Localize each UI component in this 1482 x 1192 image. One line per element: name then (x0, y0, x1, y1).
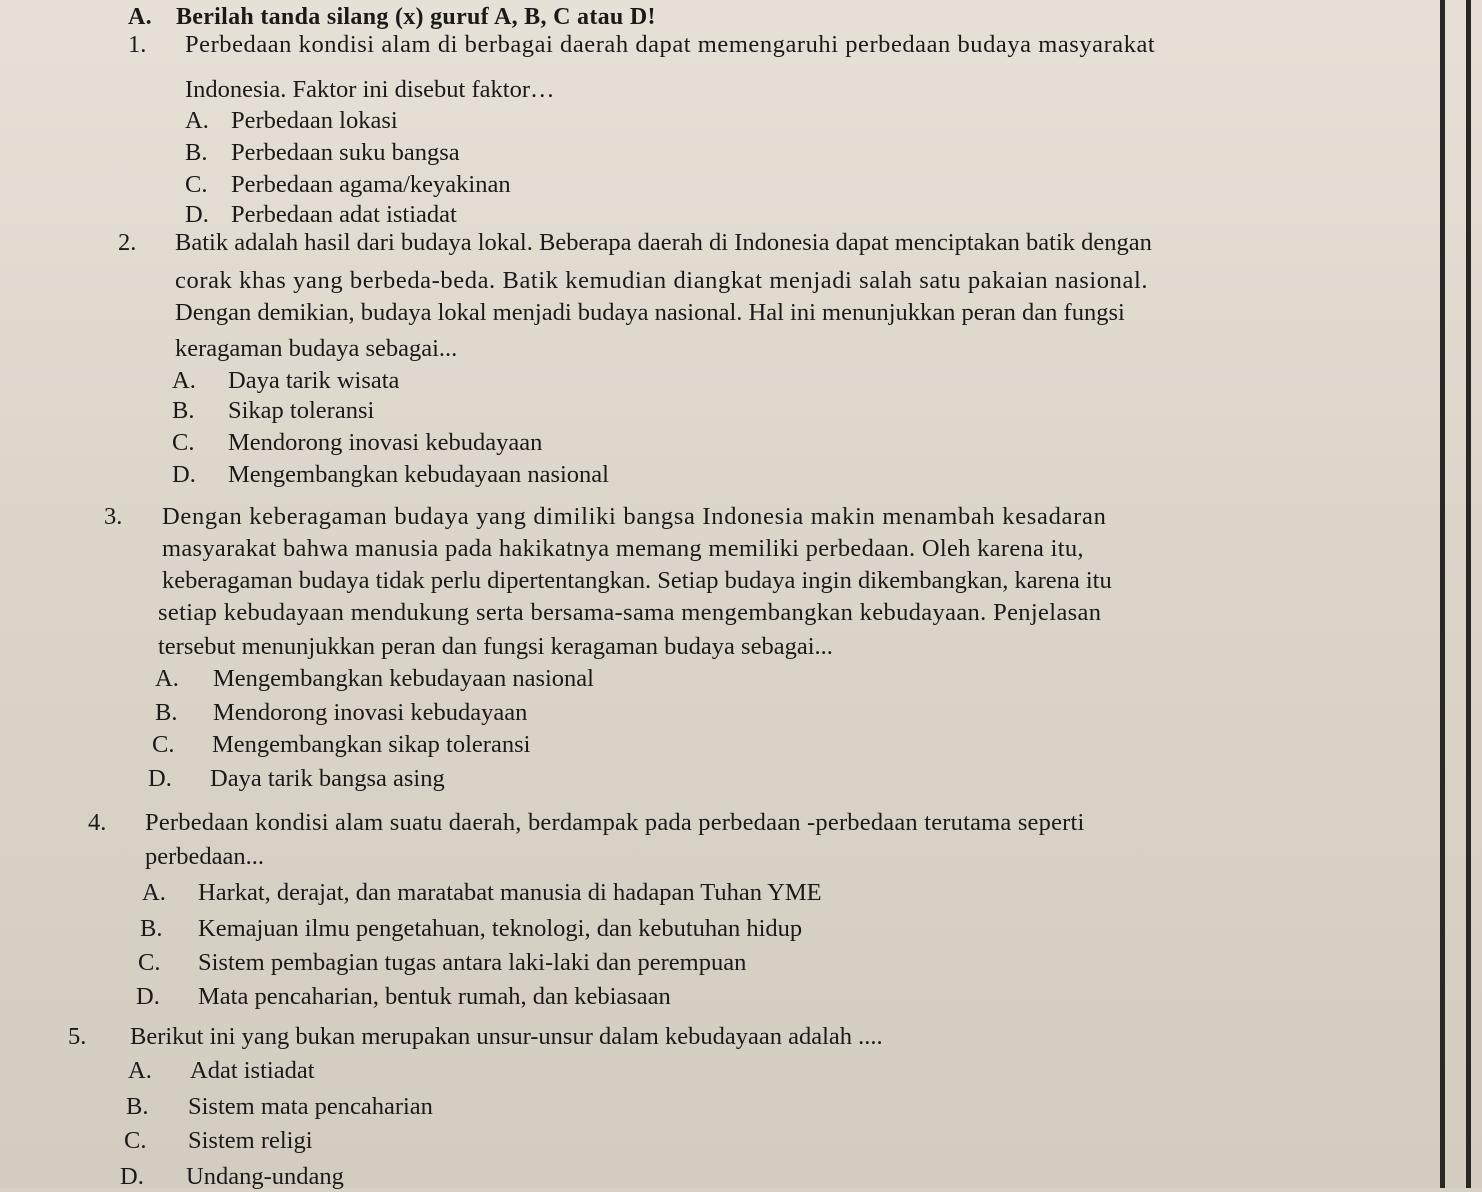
option-text: Sistem pembagian tugas antara laki-laki dan perempuan (198, 949, 747, 976)
option-text: Daya tarik bangsa asing (210, 765, 445, 792)
option-letter: A. (172, 367, 196, 394)
option-text: Perbedaan lokasi (231, 107, 398, 134)
option-text: Kemajuan ilmu pengetahuan, teknologi, dan kebutuhan hidup (198, 915, 803, 942)
option-c[interactable] (152, 730, 530, 760)
question-text-line: masyarakat bahwa manusia pada hakikatnya memang memiliki perbedaan. Oleh karena itu, (162, 535, 1084, 562)
option-c[interactable] (124, 1126, 313, 1156)
section-heading (128, 4, 656, 31)
question-text-line: Dengan keberagaman budaya yang dimiliki bangsa Indonesia makin menambah kesadaran (162, 503, 1107, 530)
option-letter: B. (140, 915, 163, 942)
option-letter: D. (185, 201, 209, 228)
option-letter: D. (120, 1163, 144, 1190)
option-c[interactable] (138, 948, 746, 978)
page-border-outer (1466, 0, 1471, 1188)
option-b[interactable] (140, 914, 802, 944)
question-number: 1. (128, 31, 147, 58)
option-letter: C. (185, 171, 208, 198)
option-letter: D. (136, 983, 160, 1010)
option-letter: B. (126, 1093, 149, 1120)
option-a[interactable] (155, 664, 594, 694)
option-text: Harkat, derajat, dan maratabat manusia di hadapan Tuhan YME (198, 879, 822, 906)
question-text-line: tersebut menunjukkan peran dan fungsi keragaman budaya sebagai... (158, 633, 833, 660)
option-d[interactable] (148, 764, 445, 794)
option-text: Mengembangkan kebudayaan nasional (228, 461, 609, 488)
question-text-line: Perbedaan kondisi alam di berbagai daerah dapat memengaruhi perbedaan budaya masyarakat (185, 31, 1156, 58)
option-text: Undang-undang (186, 1163, 344, 1190)
option-text: Mendorong inovasi kebudayaan (228, 429, 543, 456)
option-letter: D. (172, 461, 196, 488)
option-b[interactable] (155, 698, 527, 728)
option-a[interactable] (128, 1056, 315, 1086)
option-text: Daya tarik wisata (228, 367, 400, 394)
option-letter: B. (155, 699, 178, 726)
question-number: 3. (104, 503, 123, 530)
option-letter: C. (124, 1127, 147, 1154)
option-text: Sikap toleransi (228, 397, 375, 424)
option-letter: C. (138, 949, 161, 976)
option-letter: A. (142, 879, 166, 906)
option-a[interactable] (142, 878, 822, 908)
question-text-line: Batik adalah hasil dari budaya lokal. Beberapa daerah di Indonesia dapat menciptakan batik dengan (175, 229, 1152, 256)
option-d[interactable] (172, 460, 609, 490)
option-b[interactable] (172, 396, 374, 426)
question-text-line: Berikut ini yang bukan merupakan unsur-unsur dalam kebudayaan adalah .... (130, 1023, 883, 1050)
option-text: Sistem religi (188, 1127, 313, 1154)
option-a[interactable] (185, 106, 398, 136)
option-d[interactable] (185, 200, 457, 230)
option-a[interactable] (172, 366, 399, 396)
option-d[interactable] (136, 982, 671, 1012)
option-text: Perbedaan adat istiadat (231, 201, 457, 228)
question-text-line: keberagaman budaya tidak perlu dipertentangkan. Setiap budaya ingin dikembangkan, karena itu (162, 567, 1112, 594)
option-b[interactable] (185, 138, 460, 168)
option-letter: B. (172, 397, 195, 424)
question-text-line: perbedaan... (145, 843, 265, 870)
option-letter: B. (185, 139, 208, 166)
section-letter: A. (128, 4, 152, 30)
option-letter: A. (128, 1057, 152, 1084)
question-text-line: keragaman budaya sebagai... (175, 335, 458, 362)
option-letter: D. (148, 765, 172, 792)
question-text-line: setiap kebudayaan mendukung serta bersama-sama mengembangkan kebudayaan. Penjelasan (158, 599, 1102, 626)
option-letter: C. (152, 731, 175, 758)
option-text: Mata pencaharian, bentuk rumah, dan kebiasaan (198, 983, 671, 1010)
page-border-inner (1440, 0, 1445, 1188)
option-letter: C. (172, 429, 195, 456)
option-text: Mendorong inovasi kebudayaan (213, 699, 528, 726)
question-number: 4. (88, 809, 107, 836)
option-text: Sistem mata pencaharian (188, 1093, 433, 1120)
question-number: 2. (118, 229, 137, 256)
option-text: Perbedaan agama/keyakinan (231, 171, 511, 198)
option-c[interactable] (172, 428, 542, 458)
option-c[interactable] (185, 170, 511, 200)
question-text-line: Indonesia. Faktor ini disebut faktor… (185, 76, 555, 103)
option-b[interactable] (126, 1092, 433, 1122)
option-letter: A. (155, 665, 179, 692)
option-text: Mengembangkan sikap toleransi (212, 731, 531, 758)
option-text: Adat istiadat (190, 1057, 315, 1084)
question-number: 5. (68, 1023, 87, 1050)
option-text: Mengembangkan kebudayaan nasional (213, 665, 594, 692)
question-text-line: corak khas yang berbeda-beda. Batik kemudian diangkat menjadi salah satu pakaian nasional. (175, 267, 1149, 294)
question-text-line: Perbedaan kondisi alam suatu daerah, berdampak pada perbedaan -perbedaan terutama seperti (145, 809, 1085, 836)
option-text: Perbedaan suku bangsa (231, 139, 460, 166)
section-instruction: Berilah tanda silang (x) guruf A, B, C atau D! (175, 4, 656, 30)
option-letter: A. (185, 107, 209, 134)
question-text-line: Dengan demikian, budaya lokal menjadi budaya nasional. Hal ini menunjukkan peran dan fungsi (175, 299, 1125, 326)
